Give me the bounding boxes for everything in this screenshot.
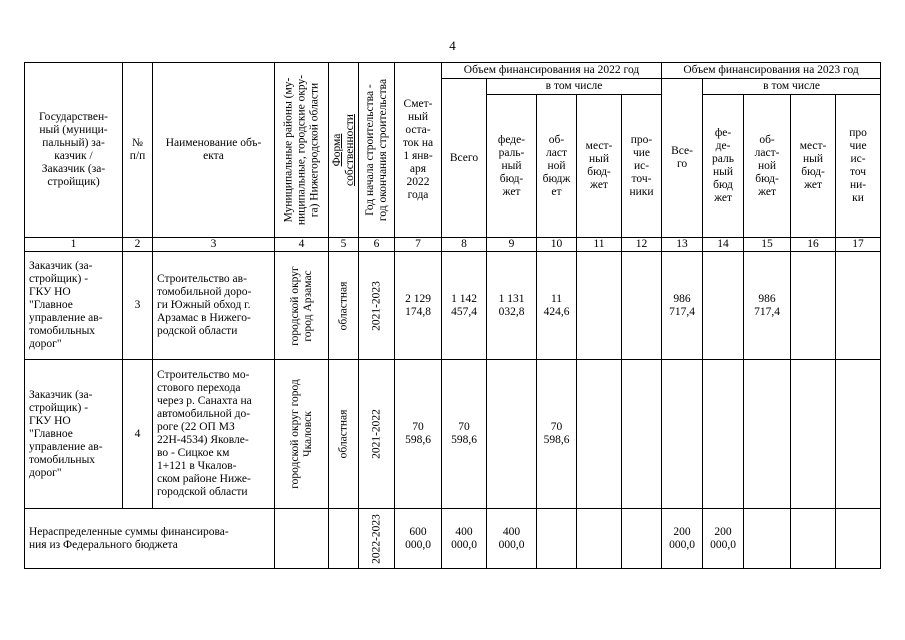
- cell-years: [359, 509, 395, 569]
- cell-empty: [329, 509, 359, 569]
- cell-other-2022: [622, 360, 662, 509]
- cell-federal-2023: [703, 360, 744, 509]
- cell-empty: [744, 509, 791, 569]
- header-object-name: Наименование объ- екта: [153, 63, 275, 238]
- cell-total-2022: 400 000,0: [442, 509, 487, 569]
- col-number: 4: [275, 238, 329, 252]
- cell-ownership: [329, 360, 359, 509]
- cell-other-2023: [836, 252, 881, 360]
- cell-local-2022: [577, 360, 622, 509]
- cell-municipality-text: городской округ город Чкаловск: [288, 379, 314, 489]
- cell-regional-2023: 986 717,4: [744, 252, 791, 360]
- table-row: [25, 360, 881, 509]
- cell-regional-2023: [744, 360, 791, 509]
- col-number: 9: [487, 238, 537, 252]
- cell-local-2023: [791, 360, 836, 509]
- col-number: 7: [395, 238, 442, 252]
- cell-object-name: Строительство ав- томобильной доро- ги Южный обход г. Арзамас в Нижего- родской области: [153, 252, 275, 360]
- undistributed-row: [25, 509, 881, 569]
- cell-total-2022: 70 598,6: [442, 360, 487, 509]
- cell-ownership: [329, 252, 359, 360]
- col-number: 13: [662, 238, 703, 252]
- cell-estimate: 70 598,6: [395, 360, 442, 509]
- col-number: 6: [359, 238, 395, 252]
- cell-num: 4: [123, 360, 153, 509]
- cell-other-2022: [622, 252, 662, 360]
- header-years-text: Год начала строительства - год окончания строительства: [363, 78, 389, 222]
- cell-ownership-text: областная: [337, 409, 349, 459]
- header-regional-2022: об- ласт ной бюдж ет: [537, 95, 577, 238]
- header-other-2022: про- чие ис- точ- ники: [622, 95, 662, 238]
- header-fin-2022: Объем финансирования на 2022 год: [442, 63, 662, 79]
- cell-total-2023: 200 000,0: [662, 509, 703, 569]
- header-fin-2023: Объем финансирования на 2023 год: [662, 63, 881, 79]
- col-number: 17: [836, 238, 881, 252]
- cell-total-2023: [662, 360, 703, 509]
- page-number: 4: [449, 38, 456, 53]
- header-local-2022: мест- ный бюд- жет: [577, 95, 622, 238]
- cell-years-text: 2022-2023: [370, 513, 382, 564]
- header-total-2023: Все- го: [662, 79, 703, 238]
- header-municipality-text: Муниципальные районы (му- ниципальные, городские окру- га) Нижегородской области: [282, 74, 320, 226]
- col-number: 2: [123, 238, 153, 252]
- table-row: [25, 252, 881, 360]
- cell-estimate: 2 129 174,8: [395, 252, 442, 360]
- cell-federal-2023: 200 000,0: [703, 509, 744, 569]
- col-number: 1: [25, 238, 123, 252]
- cell-empty: [622, 509, 662, 569]
- cell-ownership-text: областная: [337, 281, 349, 330]
- col-number: 3: [153, 238, 275, 252]
- cell-years: [359, 252, 395, 360]
- header-local-2023: мест- ный бюд- жет: [791, 95, 836, 238]
- cell-local-2023: [791, 252, 836, 360]
- cell-empty: [275, 509, 329, 569]
- cell-federal-2022: 400 000,0: [487, 509, 537, 569]
- col-number: 8: [442, 238, 487, 252]
- cell-local-2022: [577, 252, 622, 360]
- header-federal-2023: фе- де- раль ный бюд жет: [703, 95, 744, 238]
- cell-total-2023: 986 717,4: [662, 252, 703, 360]
- col-number: 12: [622, 238, 662, 252]
- cell-num: 3: [123, 252, 153, 360]
- column-numbers-row: [25, 238, 881, 252]
- cell-municipality: [275, 360, 329, 509]
- cell-regional-2022: 11 424,6: [537, 252, 577, 360]
- col-number: 14: [703, 238, 744, 252]
- financing-table: [24, 62, 881, 569]
- header-customer: Государствен- ный (муници- пальный) за- казчик / Заказчик (за- стройщик): [25, 63, 123, 238]
- cell-undistributed-label: Нераспределенные суммы финансирова- ния из Федерального бюджета: [25, 509, 275, 569]
- cell-federal-2022: [487, 360, 537, 509]
- cell-other-2023: [836, 360, 881, 509]
- header-regional-2023: об- ласт- ной бюд- жет: [744, 95, 791, 238]
- col-number: 11: [577, 238, 622, 252]
- header-estimate: Смет- ный оста- ток на 1 янв- аря 2022 года: [395, 63, 442, 238]
- header-other-2023: про чие ис- точ ни- ки: [836, 95, 881, 238]
- cell-empty: [836, 509, 881, 569]
- cell-federal-2023: [703, 252, 744, 360]
- header-total-2022: Всего: [442, 79, 487, 238]
- cell-municipality: [275, 252, 329, 360]
- cell-customer: Заказчик (за- стройщик) - ГКУ НО "Главное управление ав- томобильных дорог": [25, 252, 123, 360]
- header-including-2023: в том числе: [703, 79, 881, 95]
- cell-federal-2022: 1 131 032,8: [487, 252, 537, 360]
- header-federal-2022: феде- раль- ный бюд- жет: [487, 95, 537, 238]
- cell-customer: Заказчик (за- стройщик) - ГКУ НО "Главное управление ав- томобильных дорог": [25, 360, 123, 509]
- col-number: 10: [537, 238, 577, 252]
- cell-empty: [791, 509, 836, 569]
- cell-object-name: Строительство мо- стового перехода через р. Санахта на автомобильной до- роге (22 ОП МЗ 22Н-4534) Яковле- во - Сицкое км 1+121 в Чкалов- ском районе Ниже- городской области: [153, 360, 275, 509]
- cell-empty: [537, 509, 577, 569]
- header-ownership: [329, 63, 359, 238]
- cell-years: [359, 360, 395, 509]
- col-number: 15: [744, 238, 791, 252]
- cell-estimate: 600 000,0: [395, 509, 442, 569]
- col-number: 5: [329, 238, 359, 252]
- cell-years-text: 2021-2022: [370, 409, 382, 459]
- header-num: № п/п: [123, 63, 153, 238]
- cell-years-text: 2021-2023: [370, 280, 382, 331]
- col-number: 16: [791, 238, 836, 252]
- cell-total-2022: 1 142 457,4: [442, 252, 487, 360]
- header-including-2022: в том числе: [487, 79, 662, 95]
- cell-regional-2022: 70 598,6: [537, 360, 577, 509]
- header-ownership-text: Форма собственности: [330, 114, 356, 186]
- cell-empty: [577, 509, 622, 569]
- header-years: [359, 63, 395, 238]
- header-municipality: [275, 63, 329, 238]
- cell-municipality-text: городской округ город Арзамас: [288, 265, 314, 346]
